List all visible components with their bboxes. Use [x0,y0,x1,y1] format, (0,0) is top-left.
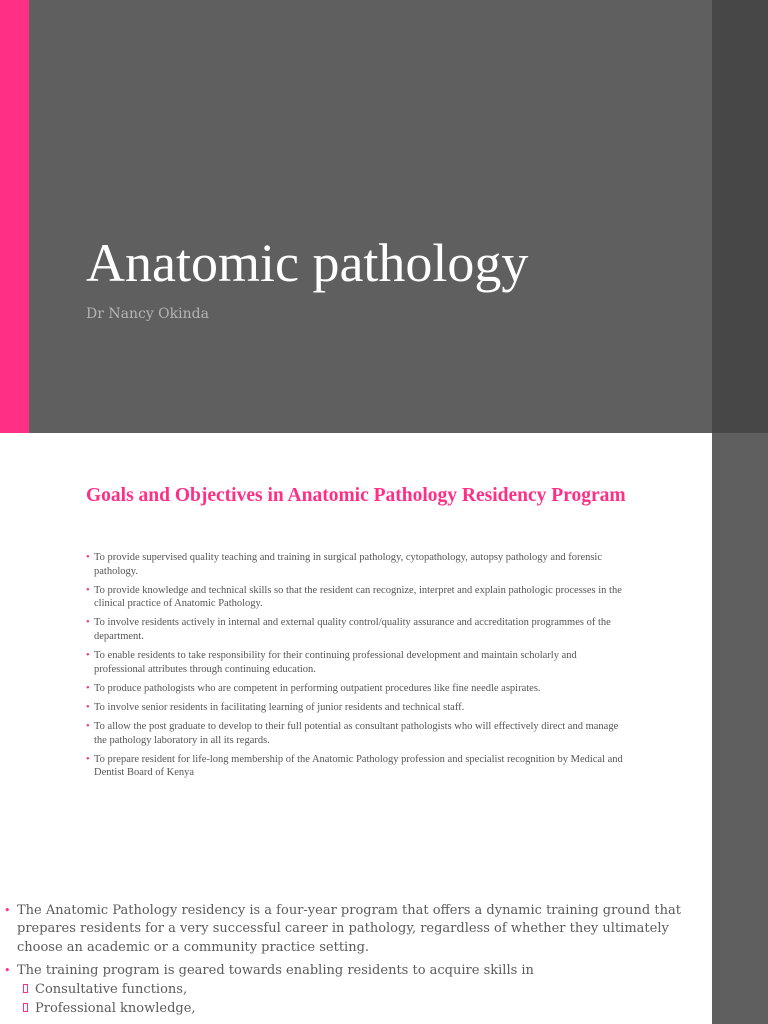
sub-list-item [23,999,716,1018]
list-item-text: To produce pathologists who are competent in performing outpatient procedures like fine needle aspirates. [94,682,541,694]
list-item-text: To involve senior residents in facilitating learning of junior residents and technical staff. [94,701,465,713]
side-bar [712,0,768,433]
list-item-text: To prepare resident for life-long membership of the Anatomic Pathology profession and specialist recognition by Medical and Dentist Board of Kenya [94,753,623,779]
slide-subtitle: Dr Nancy Okinda [86,306,209,322]
list-item [4,962,716,1018]
list-item-text: To provide supervised quality teaching and training in surgical pathology, cytopathology, autopsy pathology and forensic pathology. [94,552,603,577]
sub-list-item-text: Professional knowledge, [35,1001,196,1017]
list-item [86,649,626,676]
bullet-icon: • [86,701,90,713]
list-item-text: The training program is geared towards enabling residents to acquire skills in [17,962,534,978]
bullet-icon: • [86,682,90,694]
list-item [86,616,626,643]
list-item-text: To enable residents to take responsibility for their continuing professional development and maintain scholarly and professional attributes through continuing education. [94,650,577,675]
side-bar [712,433,768,866]
slide-title: Anatomic pathology [86,233,529,293]
goals-list [86,551,626,785]
skills-sublist [17,980,716,1018]
list-item [86,701,626,715]
bullet-icon: • [4,904,11,917]
list-item [86,584,626,611]
list-item [86,551,626,578]
list-item-text: To involve residents actively in internal and external quality control/quality assurance and accreditation programmes of the department. [94,617,611,642]
bullet-icon: • [86,617,90,629]
sub-list-item [23,980,716,999]
list-item [86,753,626,780]
goals-slide [0,433,768,866]
bullet-icon: • [4,963,11,977]
list-item [86,682,626,696]
list-item-text: The Anatomic Pathology residency is a four-year program that offers a dynamic training ground that prepares residents for a very successful career in pathology, regardless of whether they ultimately choose an academic or a community practice setting. [17,903,681,955]
box-bullet-icon [23,984,28,993]
list-item [86,720,626,747]
residency-slide [0,866,768,1024]
list-item [4,902,716,957]
bullet-icon: • [86,552,90,563]
residency-list [4,902,716,1023]
slide-heading: Goals and Objectives in Anatomic Pathology Residency Program [86,485,626,506]
bullet-icon: • [86,720,90,732]
bullet-icon: • [86,650,90,662]
list-item-text: To allow the post graduate to develop to their full potential as consultant pathologists who will effectively direct and manage the pathology laboratory in all its regards. [94,720,619,746]
bullet-icon: • [86,584,90,596]
accent-bar [0,0,29,433]
bullet-icon: • [86,753,90,765]
box-bullet-icon [23,1003,28,1012]
title-slide [0,0,768,433]
sub-list-item-text: Consultative functions, [35,982,188,998]
list-item-text: To provide knowledge and technical skills so that the resident can recognize, interpret and explain pathologic processes in the clinical practice of Anatomic Pathology. [94,584,622,610]
side-bar [712,866,768,1024]
